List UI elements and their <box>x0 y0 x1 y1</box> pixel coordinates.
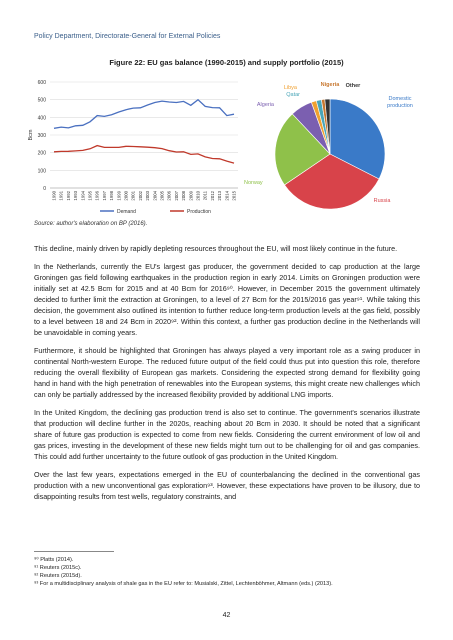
x-tick-label: 2004 <box>152 191 158 201</box>
paragraph: In the Netherlands, currently the EU's largest gas producer, the government decided to cap production at the large Groningen gas field following earthquakes in the production region in early 2014. Limits on Groningen production were initially set at 42.5 Bcm for 2015 and at 40 Bcm for 2016⁹⁰. However, in December 2015 the government ultimately decided to further limit the extraction at Groningen, to a level of 27 Bcm for the 2015/2016 gas year⁹¹. While taking this decision, the government also outlined its intention to further reduce long-term production levels at the gas field, possibly to a level between 18 and 24 Bcm in 2020⁹². Within this context, a further gas production decline in the Netherlands will be unavoidable in coming years. <box>34 262 420 337</box>
y-tick-label: 400 <box>37 115 46 122</box>
footnote: ⁹¹ Reuters (2015c). <box>34 565 82 571</box>
figure-title: Figure 22: EU gas balance (1990-2015) and supply portfolio (2015) <box>109 58 344 67</box>
x-tick-label: 1998 <box>109 191 115 201</box>
x-tick-label: 2000 <box>123 191 129 201</box>
x-tick-label: 2001 <box>130 191 136 201</box>
x-tick-label: 1993 <box>73 191 79 201</box>
pie-chart <box>244 74 420 214</box>
paragraph: This decline, mainly driven by rapidly depleting resources throughout the EU, will most likely continue in the future. <box>34 244 398 253</box>
x-tick-label: 2012 <box>209 191 215 201</box>
footnotes <box>34 556 424 588</box>
x-tick-label: 1994 <box>80 191 86 201</box>
x-tick-label: 1990 <box>51 191 57 201</box>
series-line-demand <box>54 100 234 129</box>
x-tick-label: 1992 <box>65 191 71 201</box>
footnote: ⁹³ For a multidisciplinary analysis of shale gas in the EU refer to: Musialski, Zittel, Lechtenböhmer, Altmann (eds.) (2013). <box>34 581 333 587</box>
pie-label-nigeria: Nigeria <box>320 82 340 88</box>
x-tick-label: 2010 <box>195 191 201 201</box>
x-tick-label: 2008 <box>181 191 187 201</box>
line-chart <box>26 76 244 218</box>
x-tick-label: 2002 <box>137 191 143 201</box>
series-line-production <box>54 146 234 164</box>
x-tick-label: 2014 <box>224 191 230 201</box>
x-tick-label: 2005 <box>159 191 165 201</box>
running-header: Policy Department, Directorate-General for External Policies <box>34 33 221 40</box>
figure-source: Source: author's elaboration on BP (2016). <box>34 221 148 227</box>
x-tick-label: 2007 <box>173 191 179 201</box>
body-text <box>34 243 420 509</box>
pie-label-qatar: Qatar <box>286 92 300 98</box>
x-tick-label: 2009 <box>188 191 194 201</box>
pie-label-algeria: Algeria <box>256 102 274 108</box>
y-tick-label: 200 <box>37 150 46 157</box>
x-tick-label: 2003 <box>145 191 151 201</box>
pie-label-domestic-production: Domestic production <box>387 96 413 109</box>
footnote: ⁹² Reuters (2015d). <box>34 573 82 579</box>
y-tick-label: 0 <box>43 186 46 192</box>
pie-label-russia: Russia <box>373 198 391 204</box>
pie-label-libya: Libya <box>283 85 297 91</box>
y-tick-label: 600 <box>37 80 46 86</box>
x-tick-label: 2013 <box>217 191 223 201</box>
paragraph: Over the last few years, expectations emerged in the EU of counterbalancing the declined in the conventional gas production with a new unconventional gas exploration⁹³. However, these expectations have proven to be illusory, due to disappointing results from test wells, regulatory constraints, and <box>34 470 420 501</box>
x-tick-label: 2011 <box>202 191 208 201</box>
page-number: 42 <box>222 612 231 619</box>
pie-label-other: Other <box>345 83 361 89</box>
y-tick-label: 100 <box>37 168 46 175</box>
paragraph: Furthermore, it should be highlighted that Groningen has always played a very important role as a swing producer in continental North-western Europe. The reduced future output of the field could thus put into question this role, therefore reducing the overall flexibility of European gas markets. Considering the expected strong demand for flexibility going hand in hand with the high penetration of renewables into the European systems, this might create new challenges which can only be partially addressed by the increased flexibility provided by additional LNG imports. <box>34 346 420 399</box>
paragraph: In the United Kingdom, the declining gas production trend is also set to continue. The government's scenarios illustrate that production will decline further in the 2020s, reaching about 20 Bcm in 2030. It should be noted that a significant share of future gas production is expected to come from new fields. Considering the current environment of low oil and gas prices, investing in the development of these new fields might turn out to be challenging for oil and gas companies. This could add further uncertainty to the future outlook of gas production in the United Kingdom. <box>34 408 420 461</box>
y-tick-label: 500 <box>37 97 46 104</box>
x-tick-label: 1991 <box>58 191 64 201</box>
legend-label: Demand <box>117 209 136 215</box>
legend-label: Production <box>187 209 211 215</box>
footnote: ⁹⁰ Platts (2014). <box>34 557 74 563</box>
x-tick-label: 2006 <box>166 191 172 201</box>
x-tick-label: 1996 <box>94 191 100 201</box>
pie-label-norway: Norway <box>244 180 263 186</box>
x-tick-label: 2015 <box>231 191 237 201</box>
x-tick-label: 1995 <box>87 191 93 201</box>
footnote-divider <box>34 551 114 552</box>
y-tick-label: 300 <box>37 133 46 139</box>
x-tick-label: 1999 <box>116 191 122 201</box>
y-axis-label: Bcm <box>28 129 34 141</box>
x-tick-label: 1997 <box>101 191 107 201</box>
